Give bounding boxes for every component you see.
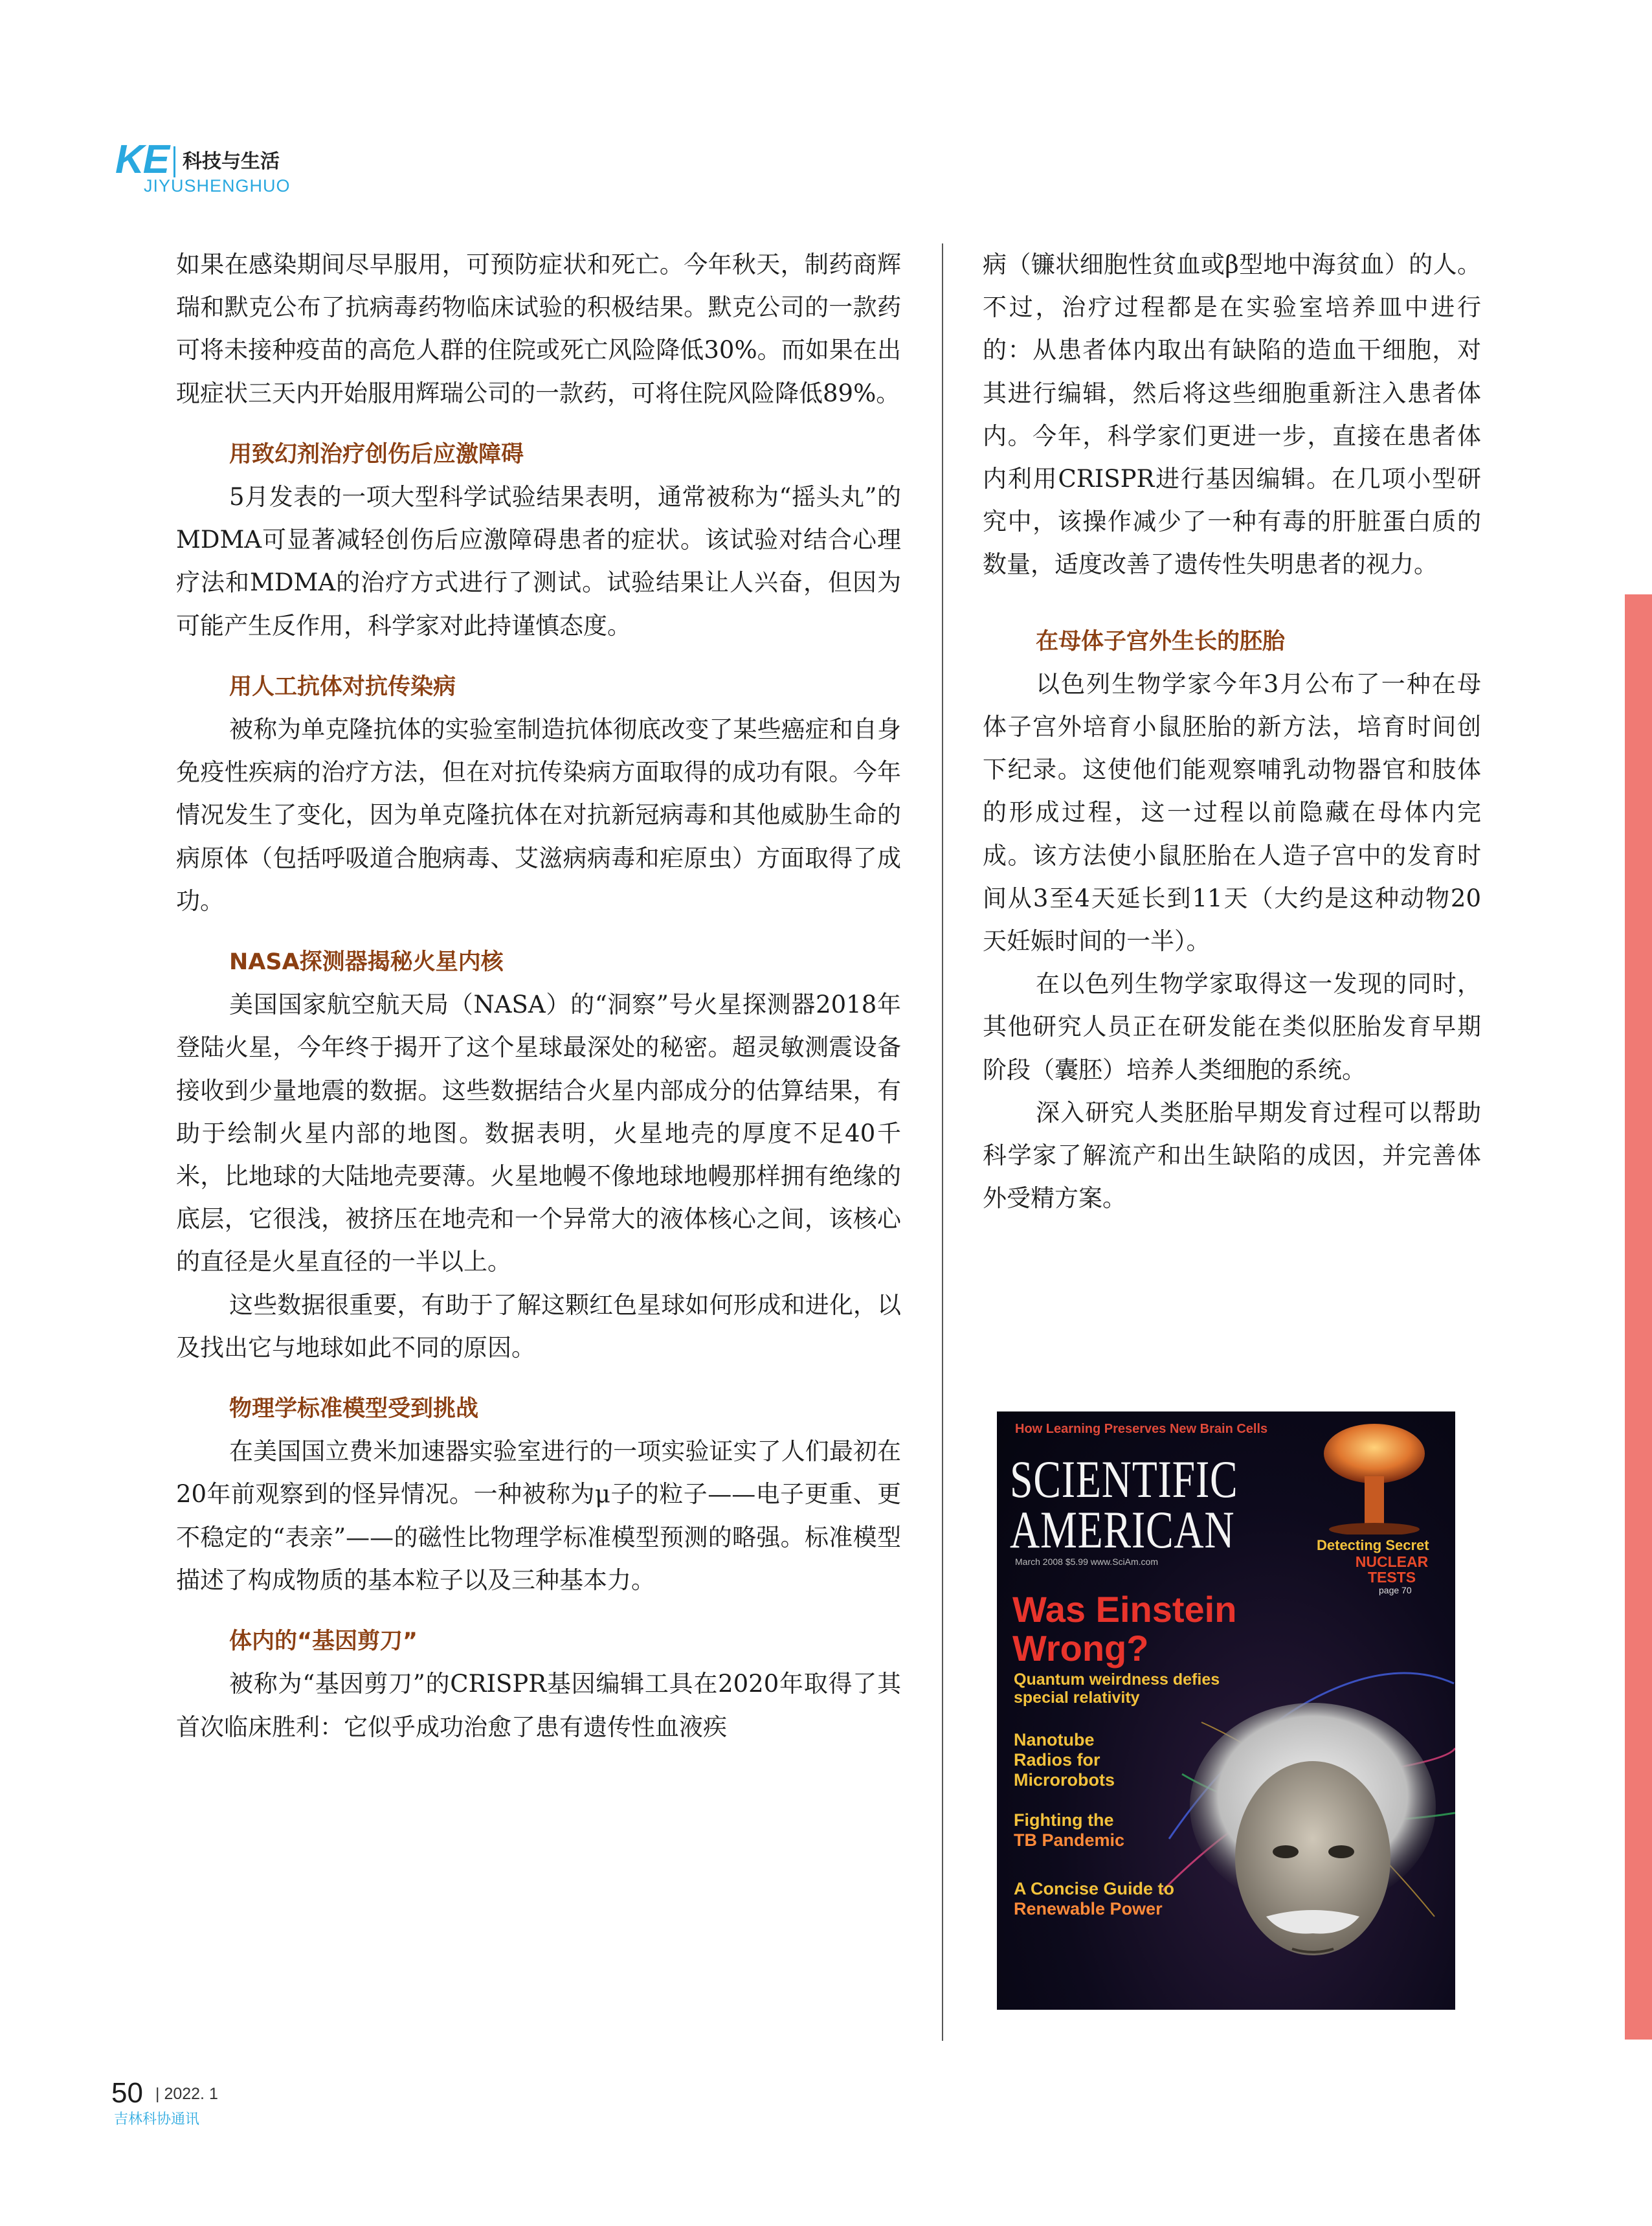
section-heading-standard-model: 物理学标准模型受到挑战 [229, 1396, 479, 1422]
page-number: 50 [111, 2077, 143, 2109]
cover-date-line: March 2008 $5.99 www.SciAm.com [1015, 1557, 1158, 1567]
cover-detect-line: Detecting Secret [1317, 1537, 1429, 1553]
section-paragraph: 被称为“基因剪刀”的CRISPR基因编辑工具在2020年取得了其首次临床胜利：它似乎成功治愈了患有遗传性血液疾 [176, 1670, 901, 1741]
section-paragraph: 深入研究人类胚胎早期发育过程可以帮助科学家了解流产和出生缺陷的成因，并完善体外受精方案。 [983, 1098, 1481, 1213]
section-paragraph: 被称为单克隆抗体的实验室制造抗体彻底改变了某些癌症和自身免疫性疾病的治疗方法，但在对抗传染病方面取得的成功有限。今年情况发生了变化，因为单克隆抗体在对抗新冠病毒和其他威胁生命的病原体（包括呼吸道合胞病毒、艾滋病病毒和疟原虫）方面取得了成功。 [176, 715, 901, 915]
section-paragraph: 以色列生物学家今年3月公布了一种在母体子宫外培育小鼠胚胎的新方法，培育时间创下纪录。这使他们能观察哺乳动物器官和肢体的形成过程，这一过程以前隐藏在母体内完成。该方法使小鼠胚胎在人造子宫中的发育时间从3至4天延长到11天（大约是这种动物20天妊娠时间的一半）。 [983, 669, 1481, 956]
section-heading-nasa-mars: NASA探测器揭秘火星内核 [229, 949, 504, 976]
cover-story-nanotube: Nanotube Radios for Microrobots [1014, 1730, 1115, 1790]
magazine-cover-image [997, 1411, 1455, 2010]
cover-headline: Was Einstein Wrong? [1012, 1589, 1237, 1669]
section-paragraph: 这些数据很重要，有助于了解这颗红色星球如何形成和进化，以及找出它与地球如此不同的原因。 [176, 1290, 901, 1362]
section-paragraph: 在美国国立费米加速器实验室进行的一项实验证实了人们最初在20年前观察到的怪异情况。一种被称为μ子的粒子——电子更重、更不稳定的“表亲”——的磁性比物理学标准模型预测的略强。标准模型描述了构成物质的基本粒子以及三种基本力。 [176, 1437, 901, 1594]
cover-story-highlight: Renewable Power [1014, 1899, 1163, 1918]
section-paragraph: 美国国家航空航天局（NASA）的“洞察”号火星探测器2018年登陆火星，今年终于揭开了这个星球最深处的秘密。超灵敏测震设备接收到少量地震的数据。这些数据结合火星内部成分的估算结果，有助于绘制火星内部的地图。数据表明，火星地壳的厚度不足40千米，比地球的大陆地壳要薄。火星地幔不像地球地幔那样拥有绝缘的底层，它很浅，被挤压在地壳和一个异常大的液体核心之间，该核心的直径是火星直径的一半以上。 [176, 991, 901, 1276]
left-column [176, 243, 901, 1749]
cover-detect-page: page 70 [1379, 1585, 1412, 1595]
section-heading-antibody: 用人工抗体对抗传染病 [229, 673, 456, 700]
cover-story-tb [1014, 1810, 1169, 1850]
left-intro-paragraph: 如果在感染期间尽早服用，可预防症状和死亡。今年秋天，制药商辉瑞和默克公布了抗病毒药物临床试验的积极结果。默克公司的一款药可将未接种疫苗的高危人群的住院或死亡风险降低30%。而如果在出现症状三天内开始服用辉瑞公司的一款药，可将住院风险降低89%。 [176, 251, 901, 407]
cover-top-line: How Learning Preserves New Brain Cells [1015, 1422, 1268, 1436]
right-intro-paragraph: 病（镰状细胞性贫血或β型地中海贫血）的人。不过，治疗过程都是在实验室培养皿中进行的：从患者体内取出有缺陷的造血干细胞，对其进行编辑，然后将这些细胞重新注入患者体内。今年，科学家们更进一步，直接在患者体内利用CRISPR进行基因编辑。在几项小型研究中，该操作减少了一种有毒的肝脏蛋白质的数量，适度改善了遗传性失明患者的视力。 [983, 251, 1481, 579]
page-edge-tab [1625, 594, 1652, 2040]
header-divider [173, 146, 175, 177]
section-heading-gene-scissors: 体内的“基因剪刀” [229, 1628, 418, 1655]
cover-story-highlight: TB Pandemic [1014, 1830, 1125, 1850]
cover-nuclear-tests: NUCLEAR TESTS [1355, 1553, 1429, 1586]
cover-story-lead: A Concise Guide to [1014, 1879, 1175, 1898]
header-title: 科技与生活 [183, 150, 280, 173]
cover-story-lead: Fighting the [1014, 1810, 1114, 1830]
section-heading-psychedelic: 用致幻剂治疗创伤后应激障碍 [229, 441, 524, 467]
cover-masthead: SCIENTIFIC AMERICAN [1010, 1450, 1238, 1559]
header-subtitle: JIYUSHENGHUO [144, 176, 291, 196]
section-heading-embryo: 在母体子宫外生长的胚胎 [1036, 628, 1286, 655]
column-divider [942, 243, 943, 2041]
issue-label: | 2022. 1 [155, 2085, 218, 2103]
right-column [983, 243, 1481, 1220]
mushroom-cloud-icon [1313, 1418, 1436, 1535]
header-logo: KE [115, 137, 169, 182]
section-paragraph: 在以色列生物学家取得这一发现的同时，其他研究人员正在研发能在类似胚胎发育早期阶段（囊胚）培养人类细胞的系统。 [983, 970, 1481, 1084]
cover-subhead: Quantum weirdness defies special relativity [1014, 1670, 1220, 1707]
section-paragraph: 5月发表的一项大型科学试验结果表明，通常被称为“摇头丸”的MDMA可显著减轻创伤后应激障碍患者的症状。该试验对结合心理疗法和MDMA的治疗方式进行了测试。试验结果让人兴奋，但因为可能产生反作用，科学家对此持谨慎态度。 [176, 483, 901, 640]
publication-name: 吉林科协通讯 [114, 2111, 200, 2128]
cover-story-renewable [1014, 1879, 1221, 1919]
